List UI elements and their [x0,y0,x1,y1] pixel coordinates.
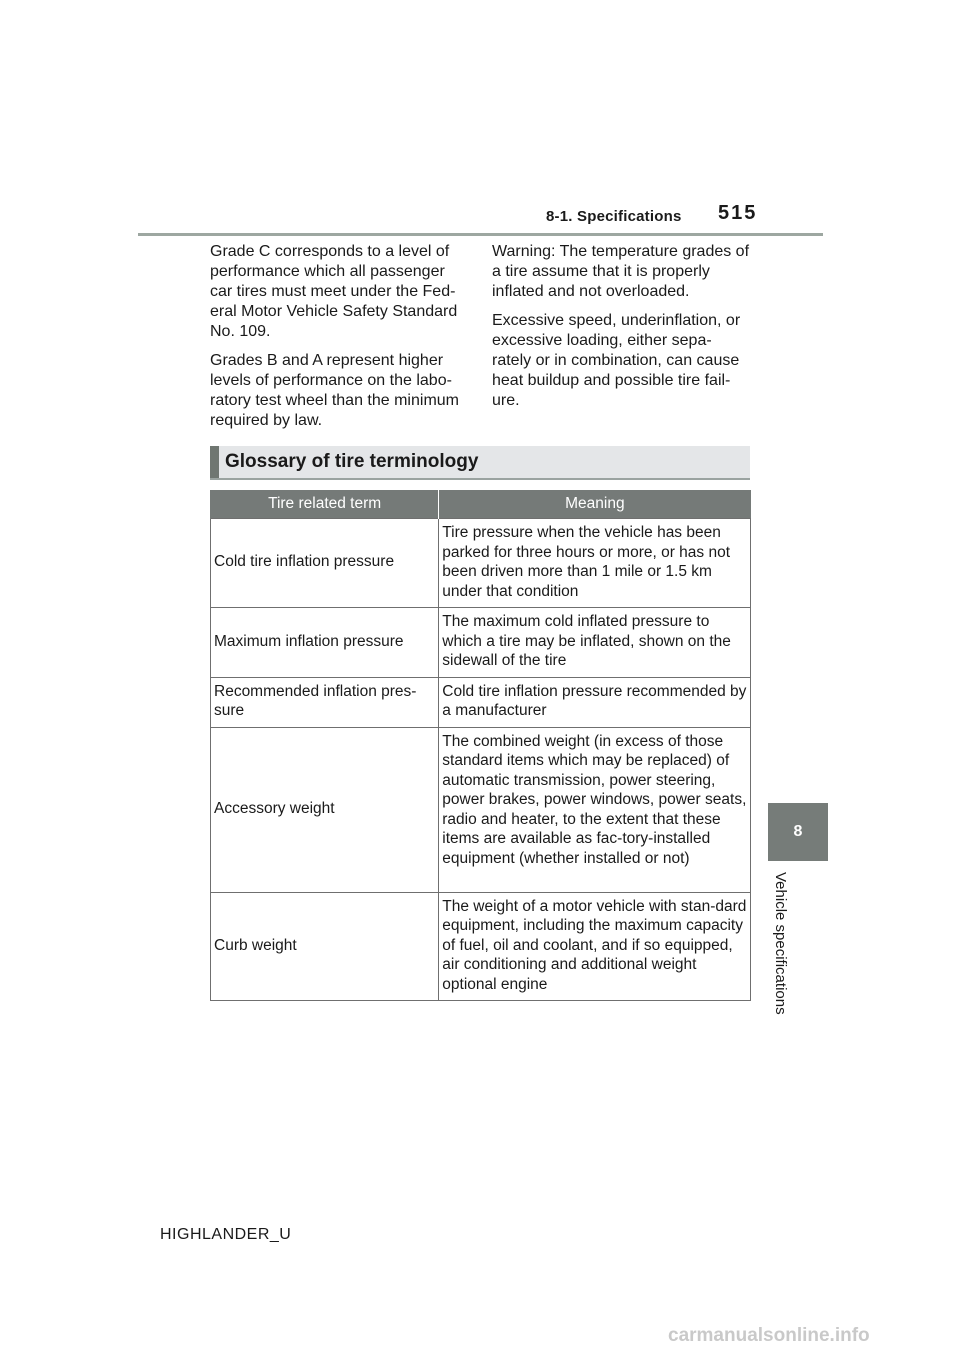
meaning-cell: The maximum cold inflated pressure to which a tire may be inflated, shown on the sidewall of the tire [439,608,751,678]
table-row [211,677,751,727]
table-row [211,519,751,608]
table-header-row [211,490,751,519]
term-cell: Maximum inflation pressure [211,608,439,678]
paragraph: Grades B and A represent higher levels of performance on the labo-ratory test wheel than the minimum required by law. [210,352,459,429]
right-text-column [492,242,750,420]
meaning-cell: Cold tire inflation pressure recommended by a manufacturer [439,677,751,727]
term-cell: Curb weight [211,892,439,1001]
term-cell: Accessory weight [211,727,439,892]
paragraph: Excessive speed, underinflation, or excessive loading, either sepa-rately or in combination, can cause heat buildup and possible tire fail-ure. [492,312,741,409]
meaning-cell: The combined weight (in excess of those standard items which may be replaced) of automatic transmission, power steering, power brakes, power windows, power seats, radio and heater, to the extent that these items are available as fac-tory-installed equipment (whether installed or not) [439,727,751,892]
chapter-tab: 8 [768,803,828,861]
footer-model-code: HIGHLANDER_U [160,1226,292,1243]
page-number: 515 [718,202,758,224]
column-header-meaning: Meaning [439,490,751,519]
left-text-column [210,242,466,440]
glossary-heading-title: Glossary of tire terminology [225,451,479,472]
paragraph: Grade C corresponds to a level of performance which all passenger car tires must meet under the Fed-eral Motor Vehicle Safety Standard No. 109. [210,243,458,340]
term-cell: Recommended inflation pres-sure [211,677,439,727]
table-row [211,892,751,1001]
column-header-term: Tire related term [211,490,439,519]
section-title: 8-1. Specifications [546,208,682,225]
meaning-cell: Tire pressure when the vehicle has been parked for three hours or more, or has not been driven more than 1 mile or 1.5 km under that condition [439,519,751,608]
glossary-heading [210,446,750,480]
watermark: carmanualsonline.info [668,1325,870,1346]
heading-accent-bar [210,446,219,478]
term-cell: Cold tire inflation pressure [211,519,439,608]
table-row [211,608,751,678]
chapter-label: Vehicle specifications [772,872,789,1015]
glossary-table [210,490,751,1001]
header-divider [138,233,823,236]
meaning-cell: The weight of a motor vehicle with stan-dard equipment, including the maximum capacity of fuel, oil and coolant, and if so equipped, air conditioning and additional weight optional engine [439,892,751,1001]
paragraph: Warning: The temperature grades of a tire assume that it is properly inflated and not overloaded. [492,243,750,300]
table-row [211,727,751,892]
